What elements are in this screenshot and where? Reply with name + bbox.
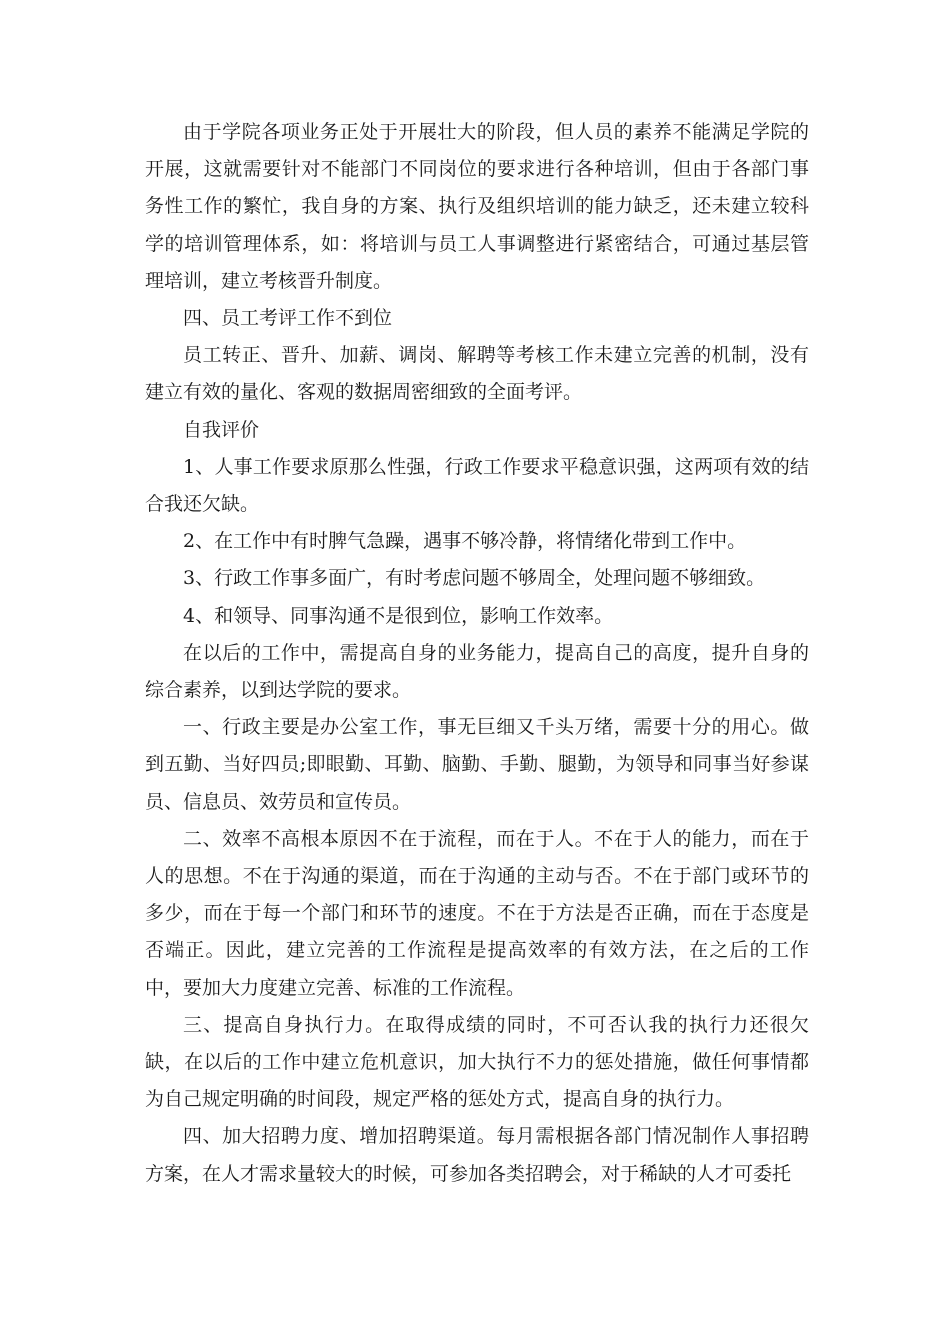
paragraph-plan-4: 四、加大招聘力度、增加招聘渠道。每月需根据各部门情况制作人事招聘方案，在人才需求量较大的时候，可参加各类招聘会，对于稀缺的人才可委托	[145, 1125, 809, 1185]
paragraph-plan-1: 一、行政主要是办公室工作，事无巨细又千头万绪，需要十分的用心。做到五勤、当好四员;即眼勤、耳勤、脑勤、手勤、腿勤，为领导和同事当好参谋员、信息员、效劳员和宣传员。	[145, 716, 809, 813]
paragraph-evaluation-issues: 员工转正、晋升、加薪、调岗、解聘等考核工作未建立完善的机制，没有建立有效的量化、客观的数据周密细致的全面考评。	[145, 344, 809, 404]
heading-evaluation-issues: 四、员工考评工作不到位	[183, 307, 393, 330]
list-item-self-eval-3: 3、行政工作事多面广，有时考虑问题不够周全，处理问题不够细致。	[183, 567, 766, 590]
document-body	[145, 114, 809, 1193]
paragraph-plan-2: 二、效率不高根本原因不在于流程，而在于人。不在于人的能力，而在于人的思想。不在于沟通的渠道，而在于沟通的主动与否。不在于部门或环节的多少，而在于每一个部门和环节的速度。不在于方法是否正确，而在于态度是否端正。因此，建立完善的工作流程是提高效率的有效方法，在之后的工作中，要加大力度建立完善、标准的工作流程。	[145, 827, 809, 999]
list-item-self-eval-1: 1、人事工作要求原那么性强，行政工作要求平稳意识强，这两项有效的结合我还欠缺。	[145, 455, 809, 516]
paragraph-future-goals: 在以后的工作中，需提高自身的业务能力，提高自己的高度，提升自身的综合素养，以到达学院的要求。	[145, 641, 809, 702]
list-item-self-eval-4: 4、和领导、同事沟通不是很到位，影响工作效率。	[183, 604, 614, 627]
heading-self-evaluation: 自我评价	[183, 418, 260, 441]
paragraph-plan-3: 三、提高自身执行力。在取得成绩的同时，不可否认我的执行力还很欠缺，在以后的工作中建立危机意识，加大执行不力的惩处措施，做任何事情都为自己规定明确的时间段，规定严格的惩处方式，提高自身的执行力。	[145, 1013, 809, 1111]
paragraph-training-issues: 由于学院各项业务正处于开展壮大的阶段，但人员的素养不能满足学院的开展，这就需要针对不能部门不同岗位的要求进行各种培训，但由于各部门事务性工作的繁忙，我自身的方案、执行及组织培训的能力缺乏，还未建立较科学的培训管理体系，如：将培训与员工人事调整进行紧密结合，可通过基层管理培训，建立考核晋升制度。	[145, 121, 809, 292]
list-item-self-eval-2: 2、在工作中有时脾气急躁，遇事不够冷静，将情绪化带到工作中。	[183, 530, 747, 553]
